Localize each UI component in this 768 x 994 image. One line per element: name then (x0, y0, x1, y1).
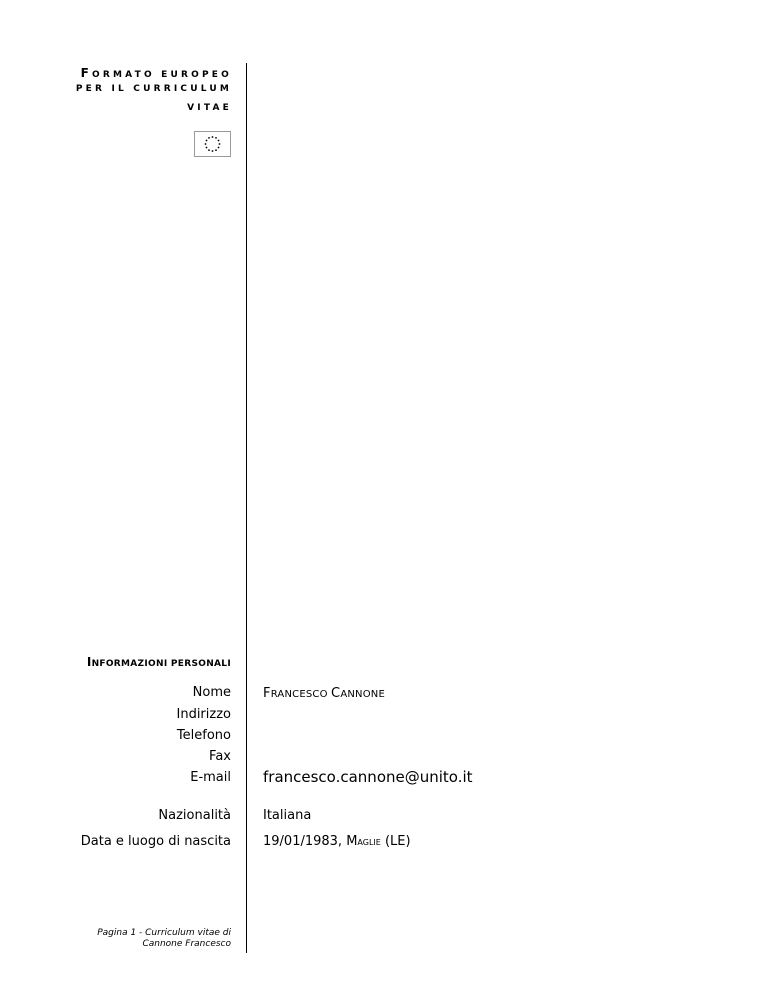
value-email[interactable]: francesco.cannone@unito.it (263, 768, 473, 786)
page-footer (97, 928, 231, 950)
footer-line1: Pagina 1 - Curriculum vitae di (97, 928, 231, 938)
label-indirizzo: Indirizzo (176, 707, 231, 722)
label-nascita: Data e luogo di nascita (80, 834, 231, 849)
header-title-line1: FORMATO EUROPEO (80, 66, 232, 80)
value-nazionalita: Italiana (263, 808, 312, 823)
vertical-divider (246, 63, 247, 953)
header-title-line2: PER IL CURRICULUM (75, 84, 232, 94)
footer-line2: Cannone Francesco (142, 939, 231, 949)
label-email: E-mail (190, 770, 231, 785)
label-telefono: Telefono (176, 728, 231, 743)
label-nome: Nome (192, 685, 231, 700)
section-title-personal-info: INFORMAZIONI PERSONALI (86, 655, 231, 669)
label-nazionalita: Nazionalità (158, 808, 231, 823)
label-fax: Fax (209, 749, 231, 764)
value-nome: FRANCESCO CANNONE (263, 686, 385, 701)
header-title-line3: VITAE (187, 103, 232, 113)
value-nascita: 19/01/1983, MAGLIE (LE) (263, 834, 411, 849)
eu-flag-icon (194, 131, 231, 157)
